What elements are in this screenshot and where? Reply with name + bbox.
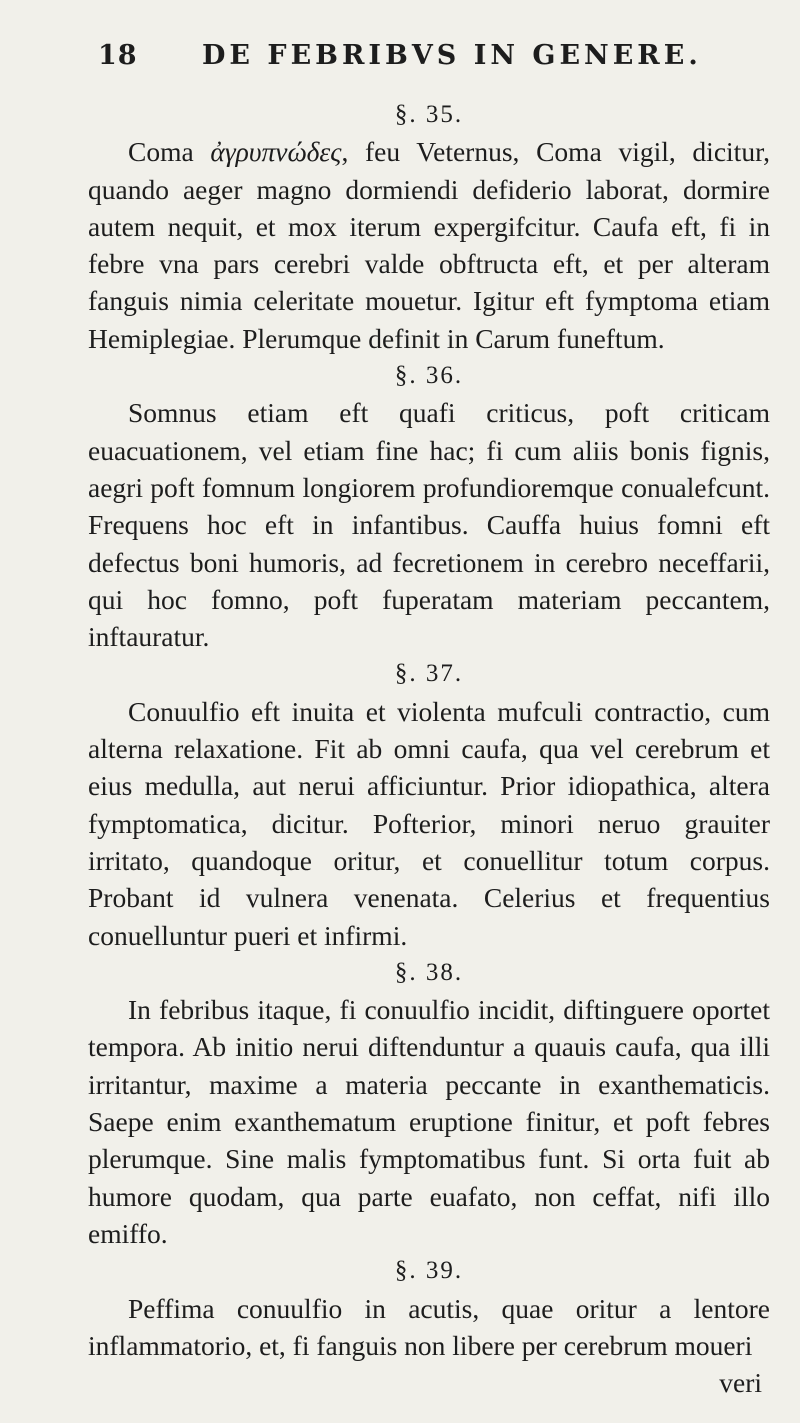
- section-number: §. 37.: [394, 660, 464, 688]
- paragraph: Peffima conuulfio in acutis, quae oritur a lentore inflammatorio, et, fi fanguis non libere per cerebrum moueri: [88, 1292, 770, 1361]
- paragraph: Somnus etiam eft quafi criticus, poft criticam euacuationem, vel etiam fine hac; fi cum aliis bonis fignis, aegri poft fomnum longiorem profundioremque conualefcunt. Frequens hoc eft in infantibus. Cauffa huius fomni eft defectus boni humoris, ad fecretionem in cerebro neceffarii, qui hoc fomno, poft fuperatam materiam peccantem, inftauratur.: [88, 397, 770, 653]
- page-header: [98, 40, 702, 80]
- section-number: §. 36.: [394, 362, 464, 390]
- catchword-line: [88, 1364, 770, 1401]
- greek-term: ἀγρυπνώδες: [210, 136, 342, 168]
- body-text: [88, 96, 770, 1401]
- section-number: §. 38.: [394, 958, 464, 986]
- paragraph: In febribus itaque, fi conuulfio incidit, diftinguere oportet tempora. Ab initio nerui diftenduntur a quauis caufa, qua illi irritantur, maxime a materia peccante in exanthematicis. Saepe enim exanthematum eruptione finitur, et poft febres plerumque. Sine malis fymptomatibus funt. Si orta fuit ab humore quodam, qua parte euafato, non ceffat, nifi illo emiffo.: [88, 994, 770, 1249]
- section-number: §. 39.: [394, 1257, 464, 1285]
- running-head: DE FEBRIBVS IN GENERE.: [202, 40, 702, 71]
- paragraph: [88, 133, 770, 357]
- paragraph: Conuulfio eft inuita et violenta mufculi contractio, cum alterna relaxatione. Fit ab omni caufa, qua vel cerebrum et eius medulla, aut nerui afficiuntur. Prior idiopathica, altera fymptomatica, dicitur. Pofterior, minori neruo grauiter irritato, quandoque oritur, et conuellitur totum corpus. Probant id vulnera venenata. Celerius et frequentius conuelluntur pueri et infirmi.: [88, 695, 770, 951]
- paragraph-text: , feu Veternus, Coma vigil, dicitur, quando aeger magno dormiendi defiderio laborat, dormire autem nequit, et mox iterum expergifcitur. Caufa eft, fi in febre vna pars cerebri valde obftructa eft, et per alteram fanguis nimia celeritate mouetur. Igitur eft fymptoma etiam Hemiplegiae. Plerumque definit in Carum funeftum.: [88, 136, 770, 354]
- catchword: veri: [719, 1367, 762, 1399]
- page-number: 18: [98, 40, 138, 71]
- paragraph-lead: Coma: [128, 136, 194, 168]
- section-number: §. 35.: [394, 101, 464, 128]
